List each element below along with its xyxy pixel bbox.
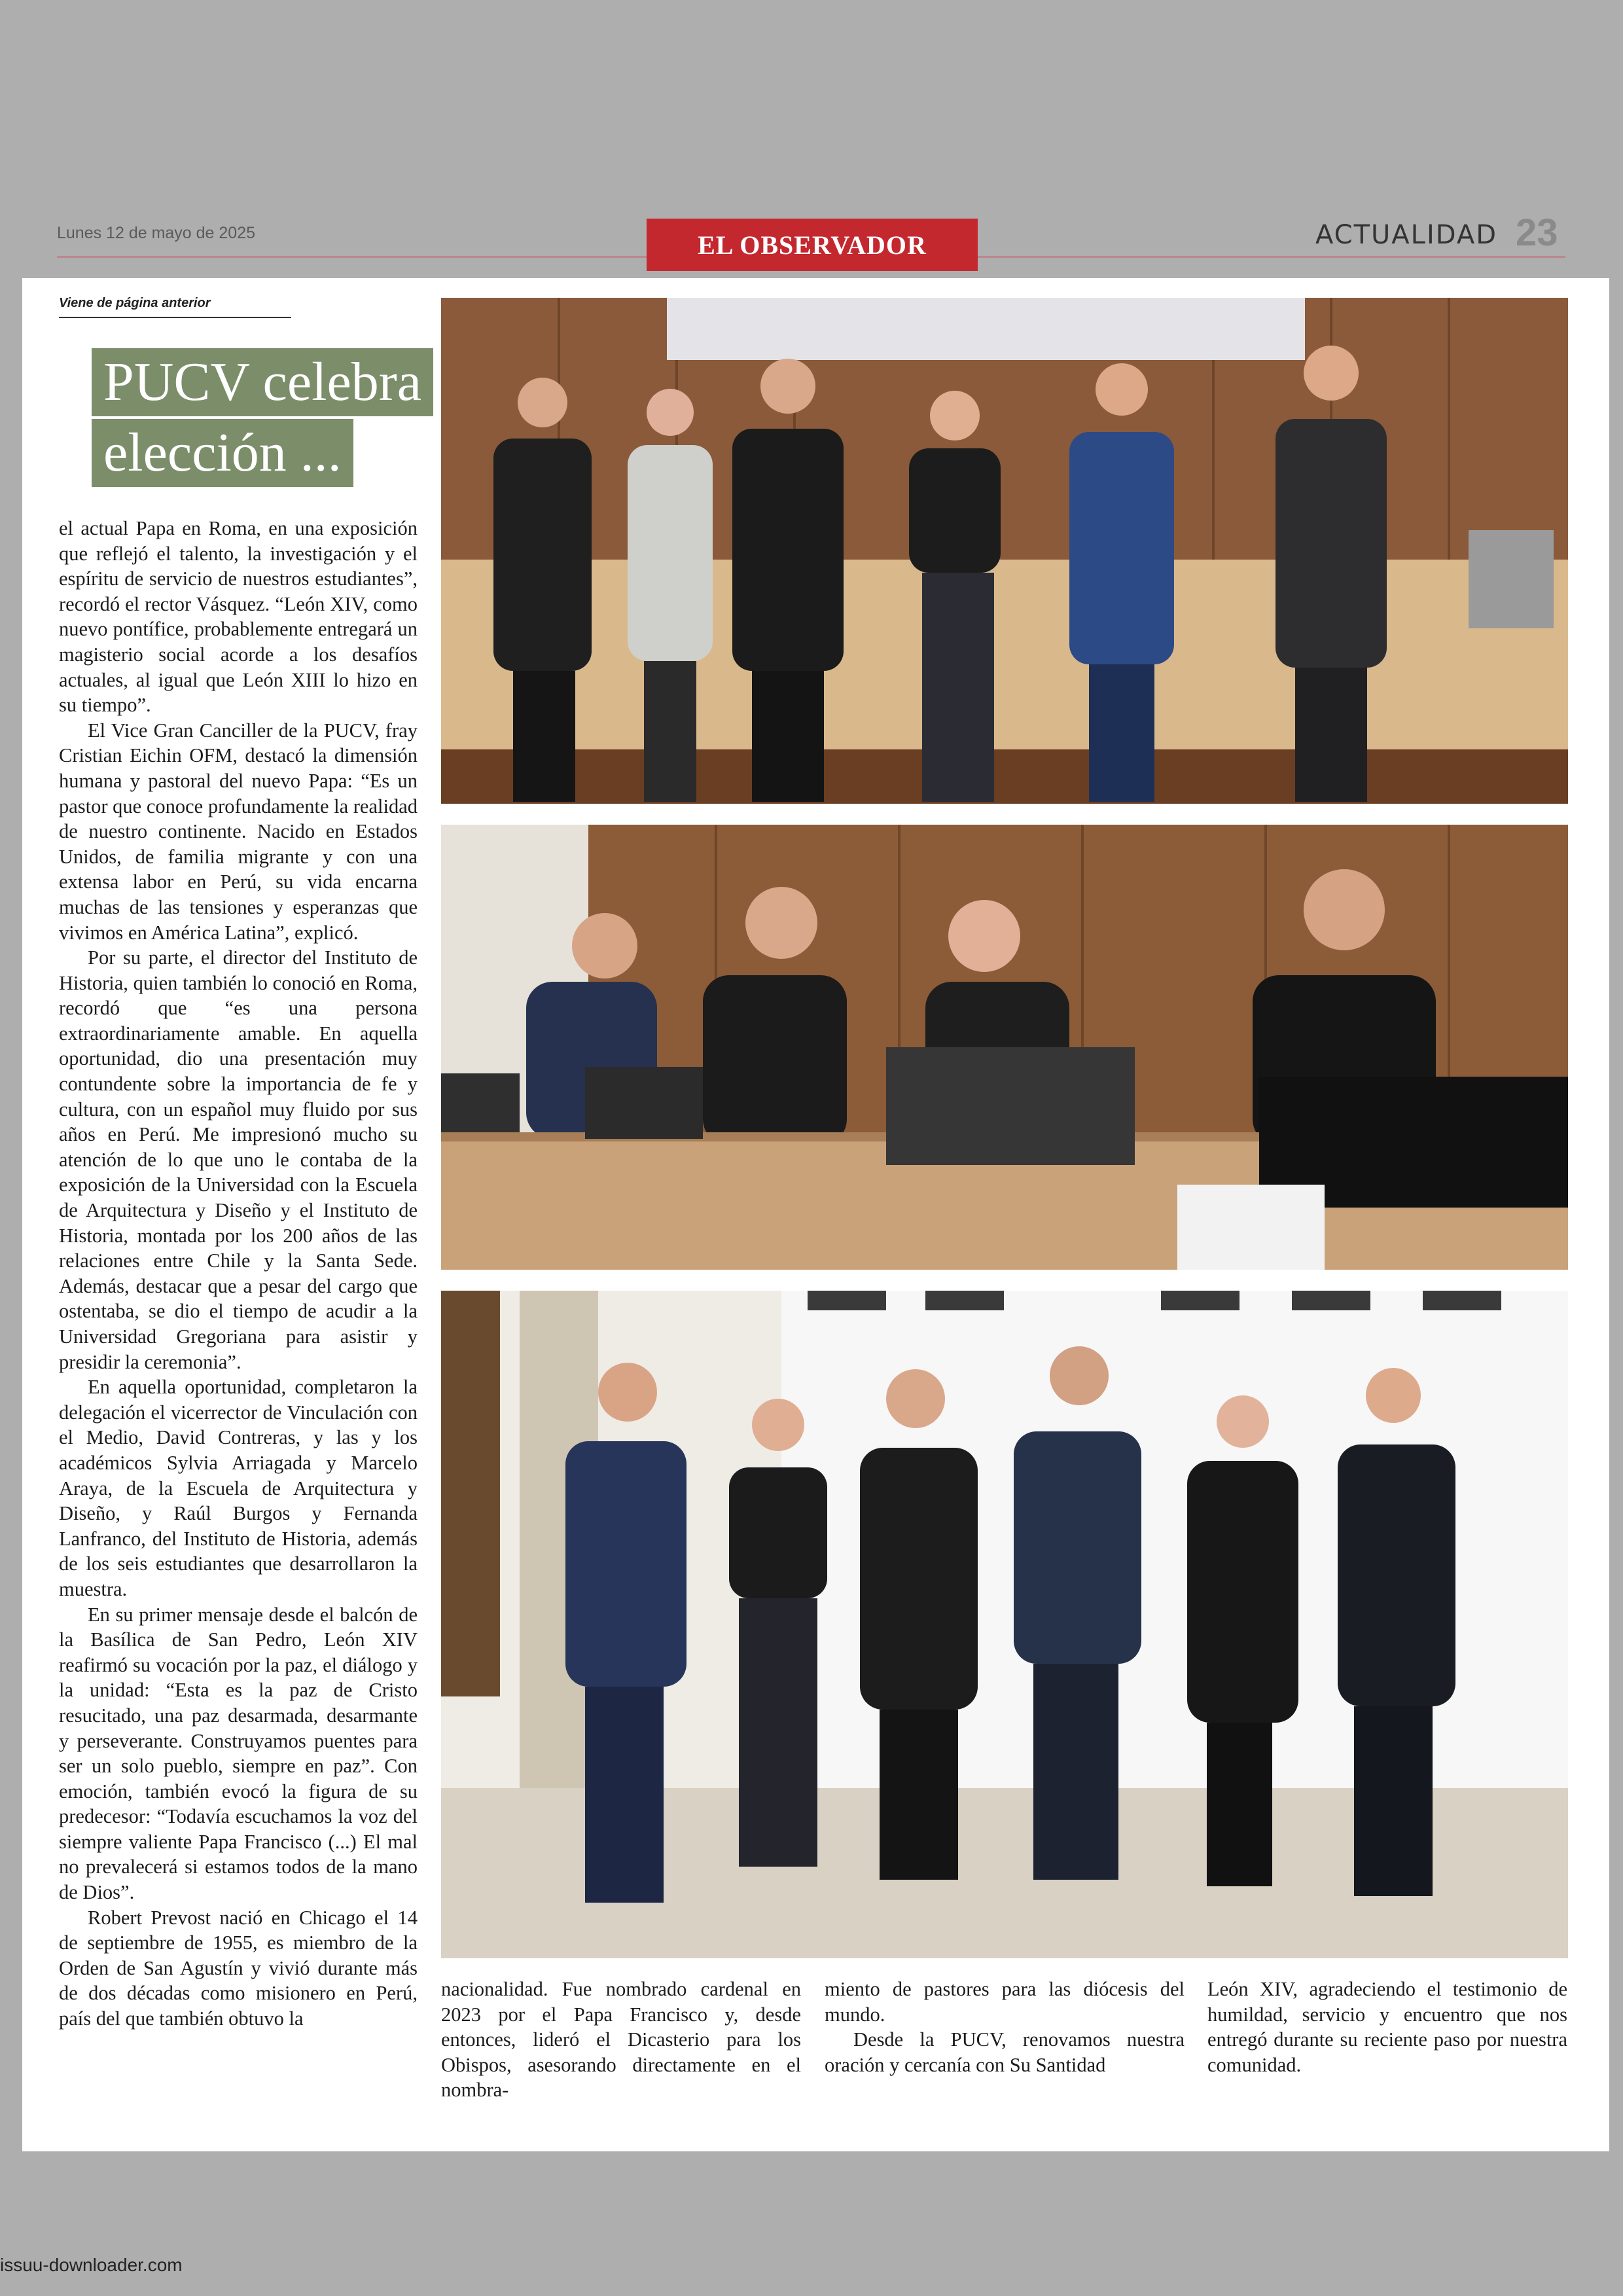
issue-date: Lunes 12 de mayo de 2025 xyxy=(57,224,256,242)
paragraph: En su primer mensaje desde el balcón de la Basílica de San Pedro, León XIV reafirmó su vocación por la paz, el diálogo y la unidad: “Esta es la paz de Cristo resucitado, una paz desarmada, desarmante y perseverante. Construyamos puentes para ser un solo pueblo, siempre en paz”. Con emoción, también evocó la figura de su predecesor: “Todavía escuchamos la voz del siempre valiente Papa Francisco (...) El mal no prevalecerá si estamos todos de la mano de Dios”. xyxy=(59,1603,418,1904)
paragraph: Desde la PUCV, renovamos nuestra oración y cercanía con Su Santidad xyxy=(825,2028,1185,2076)
person-figure xyxy=(909,391,1001,802)
photo-group-exhibition[interactable] xyxy=(441,1291,1568,1958)
headline xyxy=(92,348,433,490)
page-number: 23 xyxy=(1516,211,1558,254)
headline-line-2: elección ... xyxy=(92,419,353,487)
paragraph: El Vice Gran Canciller de la PUCV, fray Cristian Eichin OFM, destacó la dimensión humana y pastoral del nuevo Papa: “Es un pastor que conoce profundamente la realidad de nuestro continente. Nacido en Estados Unidos, de familia migrante y con una extensa labor en Perú, su vida encarna muchas de las tensiones y esperanzas que vivimos en América Latina”, explicó. xyxy=(59,719,418,944)
article-column-3 xyxy=(825,1977,1185,2077)
paragraph: Robert Prevost nació en Chicago el 14 de septiembre de 1955, es miembro de la Orden de San Agustín y vivió durante más de dos décadas como misionero en Perú, país del que también obtuvo la xyxy=(59,1906,418,2030)
section-title: ACTUALIDAD xyxy=(1315,220,1498,250)
paragraph: nacionalidad. Fue nombrado cardenal en 2023 por el Papa Francisco y, desde entonces, lideró el Dicasterio para los Obispos, asesorando directamente en el nombra- xyxy=(441,1978,801,2102)
kicker-rule xyxy=(59,317,291,318)
article-column-2 xyxy=(441,1977,801,2103)
person-figure xyxy=(729,1399,827,1867)
paragraph: el actual Papa en Roma, en una exposición que reflejó el talento, la investigación y el espíritu de servicio de nuestros estudiantes”, recordó el rector Vásquez. “León XIV, como nuevo pontífice, probablemente entregará un magisterio social acorde a los desafíos actuales, al igual que León XIII lo hizo en su tiempo”. xyxy=(59,517,418,717)
photo-group-auditorium[interactable] xyxy=(441,298,1568,804)
paragraph: En aquella oportunidad, completaron la delegación el vicerrector de Vinculación con el Medio, David Contreras, y las y los académicos Sylvia Arriagada y Marcelo Araya, de la Escuela de Arquitectura y Diseño, y Raúl Burgos y Fernanda Lanfranco, del Instituto de Historia, además de los seis estudiantes que desarrollaron la muestra. xyxy=(59,1376,418,1600)
masthead-logo[interactable]: EL OBSERVADOR xyxy=(647,219,978,271)
continuation-kicker: Viene de página anterior xyxy=(59,296,211,310)
paragraph: León XIV, agradeciendo el testimonio de humildad, servicio y encuentro que nos entregó durante su reciente paso por nuestra comunidad. xyxy=(1207,1978,1567,2076)
paragraph: Por su parte, el director del Instituto de Historia, quien también lo conoció en Roma, recordó que “es una persona extraordinariamente amable. En aquella oportunidad, dio una presentación muy contundente sobre la importancia de fe y cultura, con un español muy fluido por sus años en Perú. Me impresionó mucho su atención de lo que uno le contaba de la exposición de la Universidad con la Escuela de Arquitectura y Diseño y el Instituto de Historia, montada por los 200 años de las relaciones entre Chile y la Santa Sede. Además, destacar que a pesar del cargo que ostentaba, se dio el tiempo de acudir a la Universidad Gregoriana para asistir y presidir la ceremonia”. xyxy=(59,946,418,1373)
headline-line-1: PUCV celebra xyxy=(92,348,433,416)
article-column-4 xyxy=(1207,1977,1567,2077)
photo-panel-table[interactable] xyxy=(441,825,1568,1270)
article-column-1 xyxy=(59,516,418,2032)
source-watermark: issuu-downloader.com xyxy=(0,2255,183,2275)
paragraph: miento de pastores para las diócesis del mundo. xyxy=(825,1978,1185,2026)
